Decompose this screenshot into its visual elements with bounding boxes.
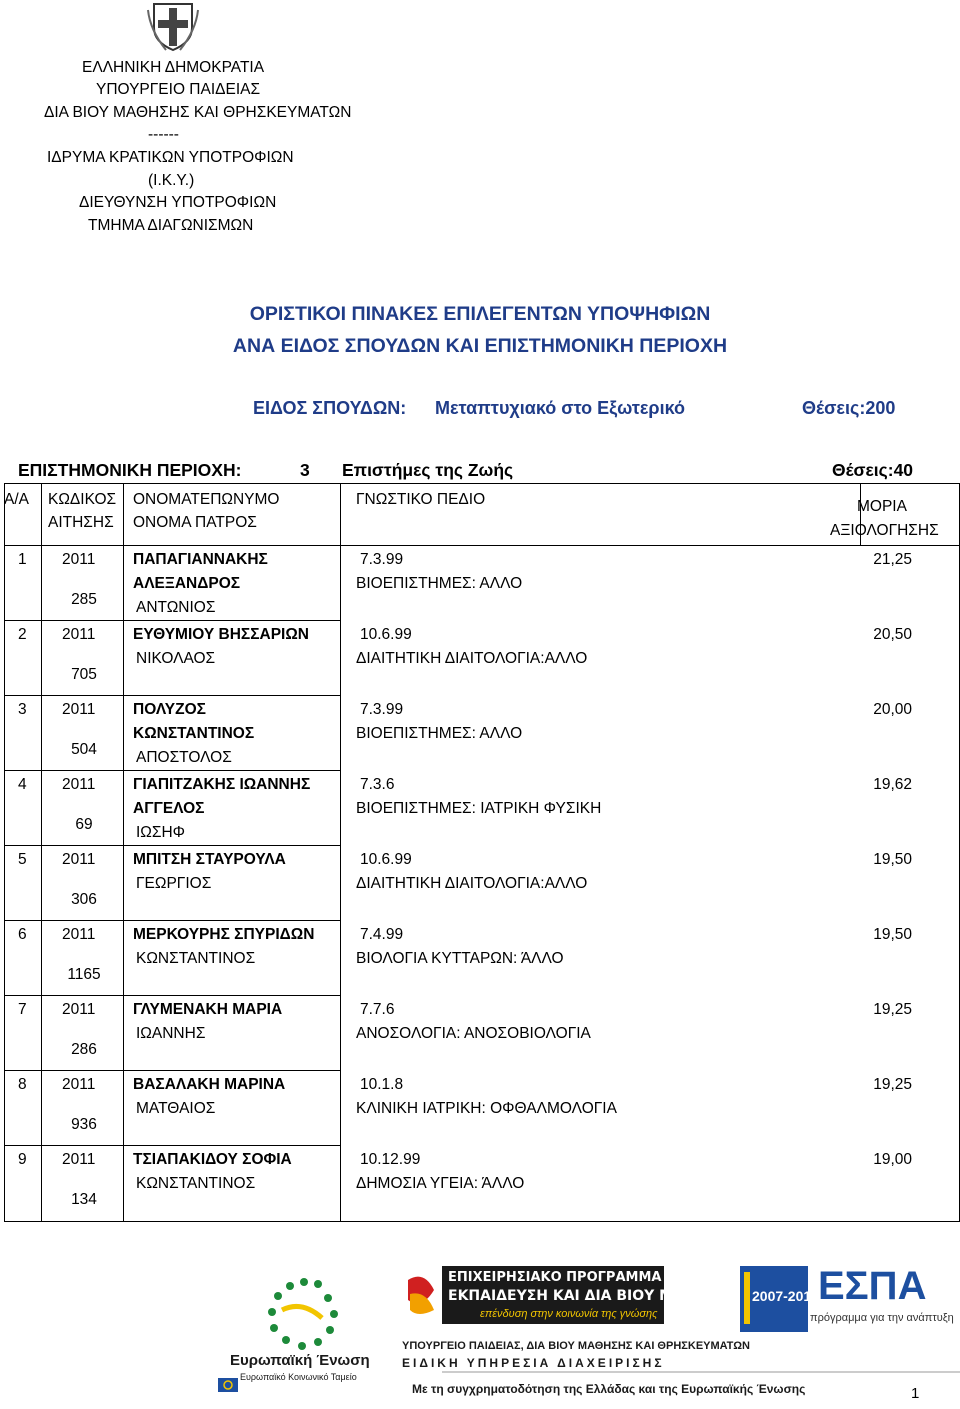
row-divider: [4, 620, 340, 621]
header-line: ΥΠΟΥΡΓΕΙΟ ΠΑΙΔΕΙΑΣ: [96, 81, 261, 98]
row-code: 69: [75, 816, 93, 833]
row-year: 2011: [62, 1151, 96, 1168]
row-number: 2: [18, 626, 27, 643]
header-line: ΙΔΡΥΜΑ ΚΡΑΤΙΚΩΝ ΥΠΟΤΡΟΦΙΩΝ: [47, 149, 294, 166]
espa-years: 2007-2013: [752, 1288, 819, 1304]
row-code: 504: [71, 741, 97, 758]
row-father: ΝΙΚΟΛΑΟΣ: [136, 650, 216, 667]
row-score: 19,00: [873, 1151, 912, 1168]
row-year: 2011: [62, 551, 96, 568]
row-score: 20,00: [873, 701, 912, 718]
row-code: 936: [71, 1116, 97, 1133]
row-name: ΒΑΣΑΛΑΚΗ ΜΑΡΙΝΑ: [133, 1076, 286, 1093]
row-score: 19,50: [873, 926, 912, 943]
row-father: ΚΩΝΣΤΑΝΤΙΝΟΣ: [136, 950, 256, 967]
row-code: 306: [71, 891, 97, 908]
header-score-2: ΑΞΙΟΛΟΓΗΣΗΣ: [830, 522, 939, 539]
row-father: ΜΑΤΘΑΙΟΣ: [136, 1100, 216, 1117]
header-line: (Ι.Κ.Υ.): [148, 172, 195, 189]
row-number: 6: [18, 926, 27, 943]
banner-service: ΕΙΔΙΚΗ ΥΠΗΡΕΣΙΑ ΔΙΑΧΕΙΡΙΣΗΣ: [402, 1356, 665, 1370]
row-divider: [4, 845, 340, 846]
row-name: ΠΑΠΑΓΙΑΝΝΑΚΗΣ: [133, 551, 268, 568]
row-code: 286: [71, 1041, 97, 1058]
row-name: ΚΩΝΣΤΑΝΤΙΝΟΣ: [133, 725, 255, 742]
row-name: ΠΟΛΥΖΟΣ: [133, 701, 206, 718]
header-name: ΟΝΟΜΑΤΕΠΩΝΥΜΟ: [133, 491, 280, 508]
header-line: ΔΙΑ ΒΙΟΥ ΜΑΘΗΣΗΣ ΚΑΙ ΘΡΗΣΚΕΥΜΑΤΩΝ: [44, 104, 352, 121]
row-field-code: 7.3.99: [360, 551, 404, 568]
espa-logo: ΕΣΠΑ: [818, 1264, 927, 1308]
row-code: 285: [71, 591, 97, 608]
row-father: ΓΕΩΡΓΙΟΣ: [136, 875, 212, 892]
area-name: Επιστήμες της Ζωής: [342, 460, 514, 480]
row-field-name: ΔΗΜΟΣΙΑ ΥΓΕΙΑ: ΆΛΛΟ: [356, 1175, 525, 1192]
header-field: ΓΝΩΣΤΙΚΟ ΠΕΔΙΟ: [356, 491, 486, 508]
row-divider: [4, 695, 340, 696]
header-aa: Α/Α: [4, 491, 29, 508]
eu-label: Ευρωπαϊκή Ένωση: [230, 1352, 370, 1369]
page-subtitle: ΑΝΑ ΕΙΔΟΣ ΣΠΟΥΔΩΝ ΚΑΙ ΕΠΙΣΤΗΜΟΝΙΚΗ ΠΕΡΙΟΧΗ: [232, 335, 728, 357]
row-year: 2011: [62, 1001, 96, 1018]
row-number: 9: [18, 1151, 27, 1168]
row-field-code: 10.1.8: [360, 1076, 404, 1093]
row-field-name: ΒΙΟΕΠΙΣΤΗΜΕΣ: ΑΛΛΟ: [356, 725, 523, 742]
row-field-code: 7.3.6: [360, 776, 395, 793]
row-year: 2011: [62, 776, 96, 793]
row-score: 19,25: [873, 1076, 912, 1093]
row-number: 7: [18, 1001, 27, 1018]
row-father: ΙΩΑΝΝΗΣ: [136, 1025, 206, 1042]
header-line: ΕΛΛΗΝΙΚΗ ΔΗΜΟΚΡΑΤΙΑ: [82, 59, 265, 76]
row-year: 2011: [62, 626, 96, 643]
row-field-name: ΔΙΑΙΤΗΤΙΚΗ ΔΙΑΙΤΟΛΟΓΙΑ:ΑΛΛΟ: [356, 875, 588, 892]
row-score: 19,62: [873, 776, 912, 793]
row-field-code: 7.4.99: [360, 926, 404, 943]
banner-program-title: ΕΠΙΧΕΙΡΗΣΙΑΚΟ ΠΡΟΓΡΑΜΜΑ: [448, 1270, 662, 1285]
row-field-code: 10.6.99: [360, 626, 412, 643]
row-field-name: ΚΛΙΝΙΚΗ ΙΑΤΡΙΚΗ: ΟΦΘΑΛΜΟΛΟΓΙΑ: [356, 1100, 617, 1117]
row-year: 2011: [62, 926, 96, 943]
row-score: 19,50: [873, 851, 912, 868]
header-score: ΜΟΡΙΑ: [857, 498, 907, 515]
row-field-name: ΔΙΑΙΤΗΤΙΚΗ ΔΙΑΙΤΟΛΟΓΙΑ:ΑΛΛΟ: [356, 650, 588, 667]
row-number: 1: [18, 551, 27, 568]
banner-tagline: επένδυση στην κοινωνία της γνώσης: [480, 1308, 658, 1320]
table-divider: [340, 483, 341, 1222]
row-field-name: ΒΙΟΕΠΙΣΤΗΜΕΣ: ΙΑΤΡΙΚΗ ΦΥΣΙΚΗ: [356, 800, 602, 817]
row-code: 705: [71, 666, 97, 683]
row-field-code: 7.7.6: [360, 1001, 395, 1018]
row-name: ΑΓΓΕΛΟΣ: [133, 800, 205, 817]
row-field-name: ΒΙΟΕΠΙΣΤΗΜΕΣ: ΑΛΛΟ: [356, 575, 523, 592]
banner-program-name: ΕΚΠΑΙΔΕΥΣΗ ΚΑΙ ΔΙΑ ΒΙΟΥ ΜΑΘΗΣΗ: [448, 1288, 729, 1304]
row-code: 1165: [67, 966, 101, 983]
row-name: ΕΥΘΥΜΙΟΥ ΒΗΣΣΑΡΙΩΝ: [133, 626, 309, 643]
row-divider: [4, 1070, 340, 1071]
row-name: ΓΛΥΜΕΝΑΚΗ ΜΑΡΙΑ: [133, 1001, 283, 1018]
espa-tagline: πρόγραμμα για την ανάπτυξη: [810, 1312, 954, 1324]
row-score: 21,25: [873, 551, 912, 568]
row-name: ΑΛΕΞΑΝΔΡΟΣ: [133, 575, 241, 592]
study-label: ΕΙΔΟΣ ΣΠΟΥΔΩΝ:: [253, 398, 407, 418]
row-year: 2011: [62, 851, 96, 868]
row-score: 19,25: [873, 1001, 912, 1018]
row-father: ΑΠΟΣΤΟΛΟΣ: [136, 749, 232, 766]
table-divider: [123, 483, 124, 1222]
row-number: 5: [18, 851, 27, 868]
table-divider: [41, 483, 42, 1222]
header-line: ΤΜΗΜΑ ΔΙΑΓΩΝΙΣΜΩΝ: [88, 217, 254, 234]
row-number: 4: [18, 776, 27, 793]
banner-ministry: ΥΠΟΥΡΓΕΙΟ ΠΑΙΔΕΙΑΣ, ΔΙΑ ΒΙΟΥ ΜΑΘΗΣΗΣ ΚΑΙ ΘΡΗΣΚΕΥΜΑΤΩΝ: [402, 1340, 750, 1352]
row-score: 20,50: [873, 626, 912, 643]
area-label: ΕΠΙΣΤΗΜΟΝΙΚΗ ΠΕΡΙΟΧΗ:: [18, 460, 242, 480]
row-divider: [4, 920, 340, 921]
eu-fund-label: Ευρωπαϊκό Κοινωνικό Ταμείο: [240, 1372, 357, 1382]
row-field-name: ΒΙΟΛΟΓΙΑ ΚΥΤΤΑΡΩΝ: ΆΛΛΟ: [356, 950, 564, 967]
row-name: ΜΠΙΤΣΗ ΣΤΑΥΡΟΥΛΑ: [133, 851, 286, 868]
table-header-divider: [4, 545, 960, 546]
header-code-2: ΑΙΤΗΣΗΣ: [48, 514, 114, 531]
page-number: 1: [911, 1385, 920, 1402]
row-father: ΚΩΝΣΤΑΝΤΙΝΟΣ: [136, 1175, 256, 1192]
row-name: ΤΣΙΑΠΑΚΙΔΟΥ ΣΟΦΙΑ: [133, 1151, 292, 1168]
study-seats: Θέσεις:200: [802, 398, 896, 418]
row-year: 2011: [62, 1076, 96, 1093]
row-divider: [4, 770, 340, 771]
row-name: ΓΙΑΠΙΤΖΑΚΗΣ ΙΩΑΝΝΗΣ: [133, 776, 311, 793]
header-father: ΟΝΟΜΑ ΠΑΤΡΟΣ: [133, 514, 257, 531]
row-field-name: ΑΝΟΣΟΛΟΓΙΑ: ΑΝΟΣΟΒΙΟΛΟΓΙΑ: [356, 1025, 591, 1042]
greek-coat-of-arms-icon: [146, 0, 200, 52]
row-field-code: 10.6.99: [360, 851, 412, 868]
header-line: ------: [148, 126, 179, 143]
row-father: ΙΩΣΗΦ: [136, 824, 186, 841]
row-divider: [4, 995, 340, 996]
study-value: Μεταπτυχιακό στο Εξωτερικό: [435, 398, 686, 418]
header-code: ΚΩΔΙΚΟΣ: [48, 491, 117, 508]
page-title: ΟΡΙΣΤΙΚΟΙ ΠΙΝΑΚΕΣ ΕΠΙΛΕΓΕΝΤΩΝ ΥΠΟΨΗΦΙΩΝ: [249, 303, 711, 325]
row-father: ΑΝΤΩΝΙΟΣ: [136, 599, 216, 616]
cofund-text: Με τη συγχρηματοδότηση της Ελλάδας και της Ευρωπαϊκής Ένωσης: [412, 1382, 806, 1396]
row-field-code: 7.3.99: [360, 701, 404, 718]
row-code: 134: [71, 1191, 97, 1208]
espa-banner: [212, 1260, 960, 1408]
row-year: 2011: [62, 701, 96, 718]
row-field-code: 10.12.99: [360, 1151, 421, 1168]
area-code: 3: [300, 460, 310, 480]
row-name: ΜΕΡΚΟΥΡΗΣ ΣΠΥΡΙΔΩΝ: [133, 926, 315, 943]
header-line: ΔΙΕΥΘΥΝΣΗ ΥΠΟΤΡΟΦΙΩΝ: [79, 194, 277, 211]
row-number: 3: [18, 701, 27, 718]
row-number: 8: [18, 1076, 27, 1093]
area-seats: Θέσεις:40: [832, 460, 914, 480]
row-divider: [4, 1145, 340, 1146]
